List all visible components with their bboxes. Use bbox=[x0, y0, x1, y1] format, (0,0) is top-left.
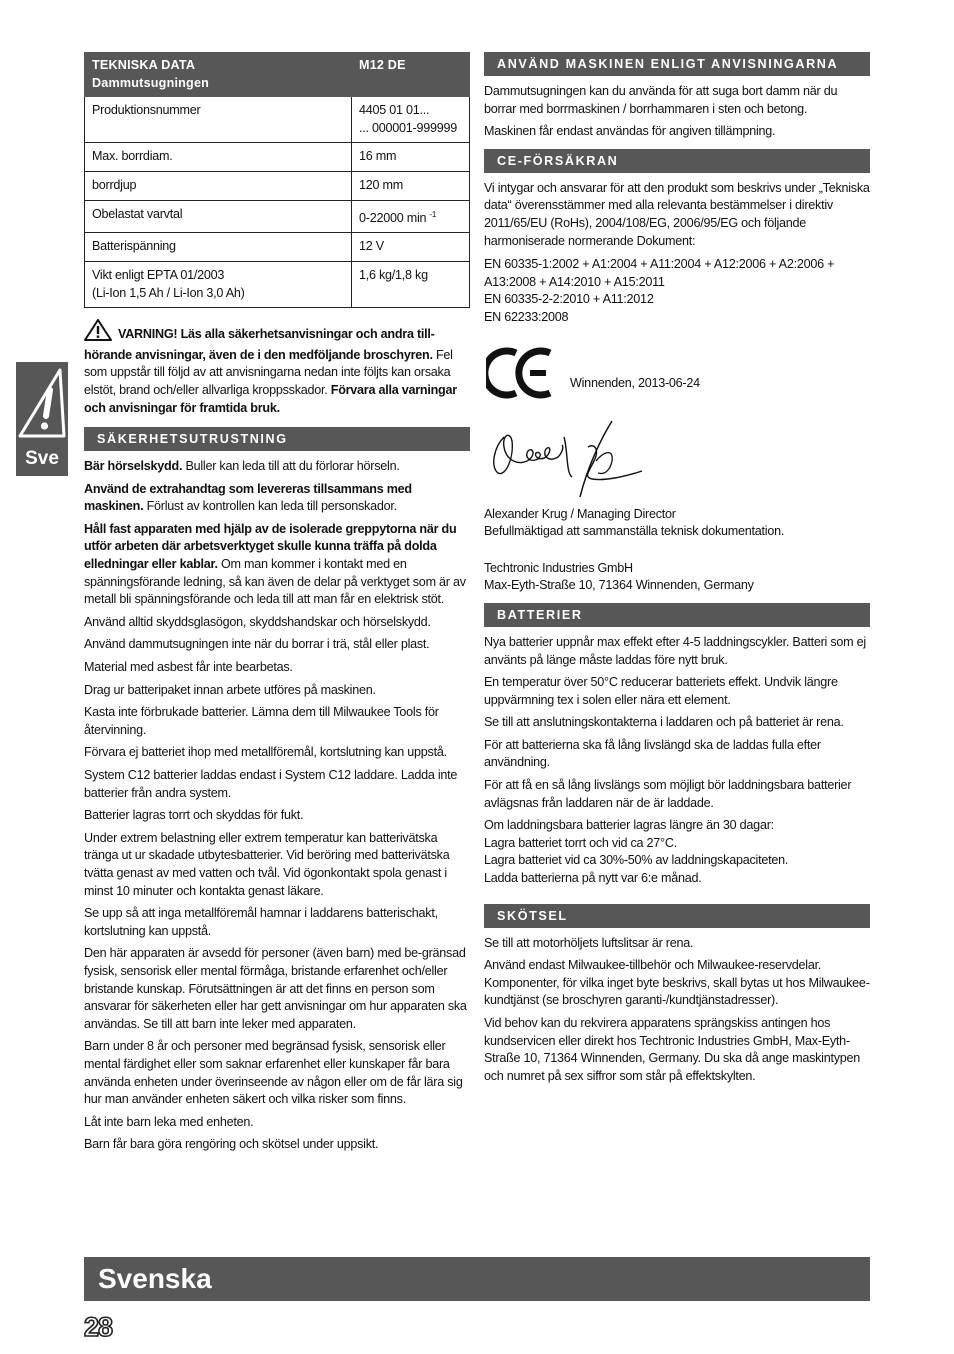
paragraph: För att batterierna ska få lång livslängd ska de laddas fulla efter användning. bbox=[484, 737, 821, 770]
paragraph: Använd alltid skyddsglasögon, skyddshandskar och hörselskydd. bbox=[84, 614, 431, 629]
paragraph: En temperatur över 50°C reducerar batteriets effekt. Undvik längre uppvärmning tex i solen eller nära ett element. bbox=[484, 675, 838, 707]
ce-mark-icon bbox=[486, 347, 556, 399]
spec-header-label: TEKNISKA DATA Dammutsugningen bbox=[85, 53, 352, 97]
spec-header-model: M12 DE bbox=[352, 53, 470, 97]
paragraph: Håll fast apparaten med hjälp av de isolerade greppytorna när du utför arbeten där arbetsverktyget skulle kunna träffa på dolda elledningar eller kablar. Om man kommer i kontakt med en spänningsförande ledning, så kan även de delar på verktyget som är av metall bli spänningsförande och leda till att man får en elektrisk stöt. bbox=[84, 521, 466, 607]
paragraph: Under extrem belastning eller extrem temperatur kan batterivätska tränga ut ur skadade utbytesbatterier. Vid beröring med batterivätska tvätta genast av med vatten och tvål. Vid ögonkontakt spola genast i minst 10 minuter och kontakta genast läkare. bbox=[84, 830, 450, 898]
paragraph: Drag ur batteripaket innan arbete utföres på maskinen. bbox=[84, 682, 376, 697]
paragraph: Den här apparaten är avsedd för personer (även barn) med be-gränsad fysisk, sensorisk eller mental förmåga, bristande erfarenhet och/eller bristande kunskap. Förutsättningen är att det finns en person som ansvarar för säkerheten eller har gett anvisningar om hur apparaten ska användas. Se till att barn inte leker med apparaten. bbox=[84, 946, 467, 1031]
footer-language-title: Svenska bbox=[98, 1263, 212, 1294]
place-date: Winnenden, 2013-06-24 bbox=[570, 375, 700, 390]
footer-language-bar bbox=[84, 1257, 870, 1301]
paragraph: Låt inte barn leka med enheten. bbox=[84, 1114, 254, 1129]
warning-exclamation-icon bbox=[16, 364, 68, 444]
paragraph: Se upp så att inga metallföremål hamnar i laddarens batterischakt, kortslutning kan uppstå. bbox=[84, 906, 438, 938]
signature-image bbox=[484, 417, 870, 501]
warning-paragraph: VARNING! Läs alla säkerhetsanvisningar och andra till-hörande anvisningar, även de i den medföljande broschyren. Fel som uppstår till följd av att anvisningarna nedan inte följts kan orsaka elstöt, brand och/eller allvarliga kroppsskador. Förvara alla varningar och anvisningar för framtida bruk. bbox=[84, 319, 470, 417]
table-row: Vikt enligt EPTA 01/2003 (Li-Ion 1,5 Ah / Li-Ion 3,0 Ah) 1,6 kg/1,8 kg bbox=[85, 261, 470, 307]
paragraph: Använd dammutsugningen inte när du borrar i trä, stål eller plast. bbox=[84, 637, 430, 652]
table-row: Obelastat varvtal 0-22000 min $^{-1}$ bbox=[85, 200, 470, 233]
paragraph: Material med asbest får inte bearbetas. bbox=[84, 660, 293, 675]
section-header-usage: ANVÄND MASKINEN ENLIGT ANVISNINGARNA bbox=[484, 52, 870, 76]
paragraph: För att få en så lång livslängs som möjligt bör laddningsbara batterier avlägsnas från laddaren när de är laddade. bbox=[484, 778, 852, 810]
table-row: Produktionsnummer 4405 01 01... ... 000001-999999 bbox=[85, 97, 470, 143]
language-side-tab bbox=[16, 362, 68, 476]
table-row: Max. borrdiam. 16 mm bbox=[85, 143, 470, 172]
table-row: Batterispänning 12 V bbox=[85, 233, 470, 262]
paragraph: Se till att motorhöljets luftslitsar är rena. bbox=[484, 935, 694, 950]
company-block: Techtronic Industries GmbH Max-Eyth-Straße 10, 71364 Winnenden, Germany bbox=[484, 560, 754, 593]
paragraph: Förvara ej batteriet ihop med metallföremål, kortslutning kan uppstå. bbox=[84, 745, 447, 760]
section-header-batteries: BATTERIER bbox=[484, 603, 870, 627]
paragraph: Vi intygar och ansvarar för att den produkt som beskrivs under „Tekniska data“ överensstämmer med alla relevanta bestämmelser i direktiv 2011/65/EU (RoHs), 2004/108/EG, 2006/95/EG och följande harmoniserade normerande Dokument: bbox=[484, 180, 870, 248]
warning-triangle-icon bbox=[84, 319, 112, 347]
paragraph: Barn får bara göra rengöring och skötsel under uppsikt. bbox=[84, 1137, 379, 1152]
paragraph: Se till att anslutningskontakterna i laddaren och på batteriet är rena. bbox=[484, 715, 844, 730]
paragraph: Nya batterier uppnår max effekt efter 4-5 laddningscykler. Batteri som ej använts på länge måste laddas före nytt bruk. bbox=[484, 634, 866, 667]
section-header-ce: CE-FÖRSÄKRAN bbox=[484, 149, 870, 173]
spec-table-header bbox=[85, 53, 470, 97]
ce-mark-row bbox=[484, 341, 870, 401]
paragraph: Om laddningsbara batterier lagras längre än 30 dagar: Lagra batteriet torrt och vid ca 27°C. Lagra batteriet vid ca 30%-50% av laddningskapaciteten. Ladda batterierna på nytt var 6:e månad. bbox=[484, 818, 789, 886]
standards-list: EN 60335-1:2002 + A1:2004 + A11:2004 + A12:2006 + A2:2006 + A13:2008 + A14:2010 + A15:2011 EN 60335-2-2:2010 + A11:2012 EN 62233:2008 bbox=[484, 257, 835, 324]
spec-table bbox=[84, 52, 470, 308]
signer-block: Alexander Krug / Managing Director Befullmäktigad att sammanställa teknisk dokumentation. bbox=[484, 506, 785, 539]
right-column bbox=[484, 52, 870, 1090]
left-column bbox=[84, 52, 470, 1159]
paragraph: Maskinen får endast användas för angiven tillämpning. bbox=[484, 124, 776, 139]
paragraph: Kasta inte förbrukade batterier. Lämna dem till Milwaukee Tools för återvinning. bbox=[84, 705, 439, 737]
paragraph: Barn under 8 år och personer med begränsad fysisk, sensorisk eller mental färdighet eller som saknar erfarenhet eller kunskaper får bara använda enheten under överinseende av någon eller om de får lära sig hur man använder enheten säkert och vilka risker som finns. bbox=[84, 1039, 463, 1107]
paragraph: Batterier lagras torrt och skyddas för fukt. bbox=[84, 808, 304, 823]
page-number: 28 bbox=[84, 1312, 113, 1342]
paragraph: Vid behov kan du rekvirera apparatens sprängskiss antingen hos kundservicen eller direkt hos Techtronic Industries GmbH, Max-Eyth-Straße 10, 71364 Winnenden, Germany. Du ska då ange maskintypen och numret på sex siffror som står på effektskylten. bbox=[484, 1016, 861, 1083]
section-header-safety: SÄKERHETSUTRUSTNING bbox=[84, 427, 470, 451]
paragraph: Dammutsugningen kan du använda för att suga bort damm när du borrar med borrmaskinen / borrhammaren i sten och betong. bbox=[484, 84, 838, 116]
paragraph: System C12 batterier laddas endast i System C12 laddare. Ladda inte batterier från andra system. bbox=[84, 768, 458, 800]
side-tab-label: Sve bbox=[25, 448, 59, 469]
paragraph: Bär hörselskydd. Buller kan leda till att du förlorar hörseln. bbox=[84, 459, 400, 474]
table-row: borrdjup 120 mm bbox=[85, 171, 470, 200]
section-header-care: SKÖTSEL bbox=[484, 904, 870, 928]
paragraph: Använd de extrahandtag som levereras tillsammans med maskinen. Förlust av kontrollen kan leda till personskador. bbox=[84, 481, 412, 514]
paragraph: Använd endast Milwaukee-tillbehör och Milwaukee-reservdelar. Komponenter, för vilka inget byte beskrivs, skall bytas ut hos Milwaukee-kundtjänst (se broschyren garanti-/kundtjänstadresser). bbox=[484, 958, 870, 1008]
